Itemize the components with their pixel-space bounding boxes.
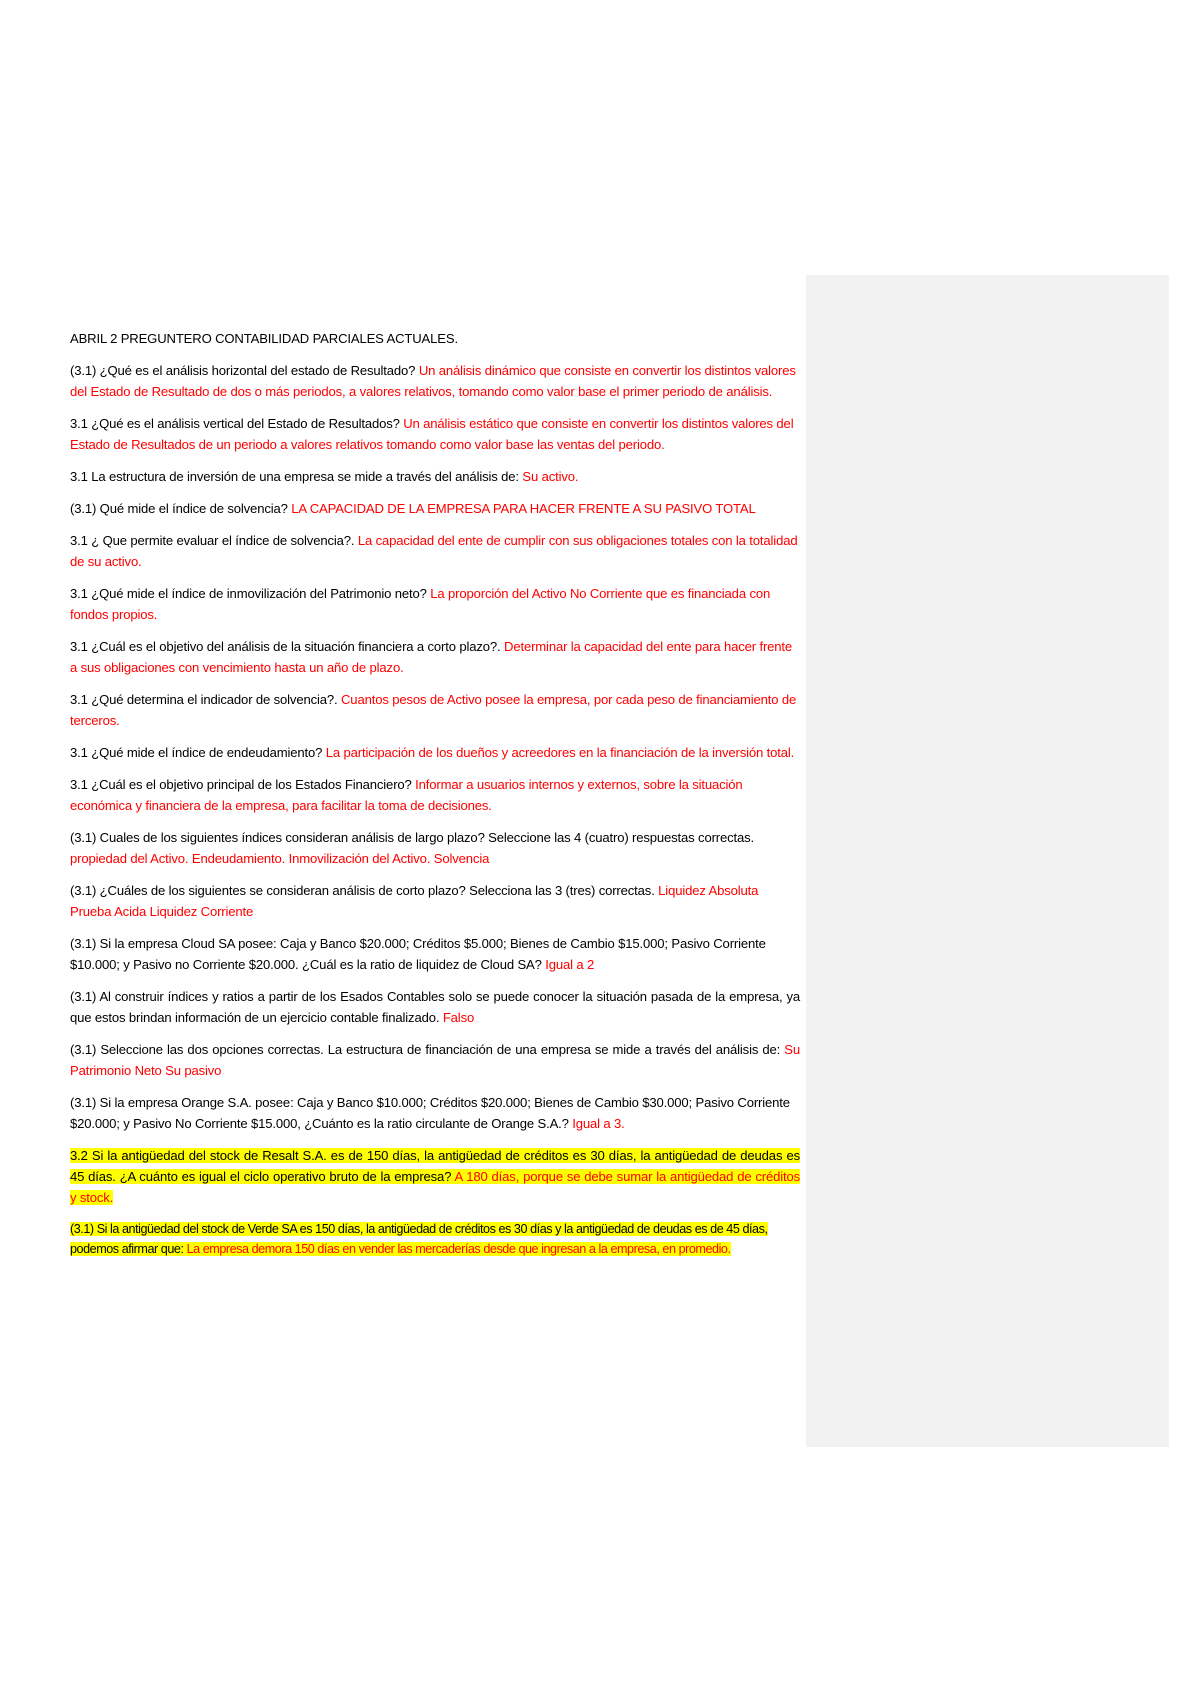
qa-item-18-highlighted <box>70 1219 800 1259</box>
qa-item-4 <box>70 498 800 519</box>
document-title: ABRIL 2 PREGUNTERO CONTABILIDAD PARCIALES ACTUALES. <box>70 331 458 346</box>
question-text: 3.1 ¿Qué determina el indicador de solvencia?. <box>70 692 341 707</box>
qa-item-9 <box>70 742 800 763</box>
question-text: (3.1) Si la antigüedad del stock de Verde SA es 150 días, la antigüedad de créditos es 30 días y la antigüedad de deudas es de 45 días, podemos afirmar que: <box>70 1222 768 1256</box>
answer-text: La participación de los dueños y acreedores en la financiación de la inversión total. <box>325 745 795 760</box>
qa-item-15 <box>70 1039 800 1081</box>
answer-text: Liquidez Absoluta Prueba Acida Liquidez Corriente <box>70 883 759 919</box>
question-text: 3.1 La estructura de inversión de una empresa se mide a través del análisis de: <box>70 469 523 484</box>
document-body <box>70 328 800 1270</box>
answer-text: Cuantos pesos de Activo posee la empresa, por cada peso de financiamiento de terceros. <box>70 692 797 728</box>
answer-text: La proporción del Activo No Corriente que es financiada con fondos propios. <box>70 586 771 622</box>
answer-text: Determinar la capacidad del ente para hacer frente a sus obligaciones con vencimiento hasta un año de plazo. <box>70 639 793 675</box>
answer-text: Igual a 2 <box>545 957 595 972</box>
qa-item-2 <box>70 413 800 455</box>
qa-item-10 <box>70 774 800 816</box>
qa-item-7 <box>70 636 800 678</box>
qa-item-12 <box>70 880 800 922</box>
qa-item-11 <box>70 827 800 869</box>
question-text: 3.1 ¿Cuál es el objetivo del análisis de la situación financiera a corto plazo?. <box>70 639 505 654</box>
qa-item-13 <box>70 933 800 975</box>
answer-text: LA CAPACIDAD DE LA EMPRESA PARA HACER FRENTE A SU PASIVO TOTAL <box>291 501 756 516</box>
qa-item-3 <box>70 466 800 487</box>
question-text: 3.1 ¿Qué es el análisis vertical del Estado de Resultados? <box>70 416 404 431</box>
question-text: (3.1) Cuales de los siguientes índices consideran análisis de largo plazo? Seleccione las 4 (cuatro) respuestas correctas. <box>70 830 755 845</box>
question-text: (3.1) Si la empresa Orange S.A. posee: Caja y Banco $10.000; Créditos $20.000; Bienes de Cambio $30.000; Pasivo Corriente $20.000; y Pasivo No Corriente $15.000, ¿Cuánto es la ratio circulante de Orange S.A.? <box>70 1095 790 1131</box>
qa-item-16 <box>70 1092 800 1134</box>
answer-text: La capacidad del ente de cumplir con sus obligaciones totales con la totalidad de su activo. <box>70 533 798 569</box>
question-text: (3.1) Seleccione las dos opciones correctas. La estructura de financiación de una empresa se mide a través del análisis de: <box>70 1042 785 1057</box>
qa-item-17-highlighted <box>70 1145 800 1208</box>
answer-text: Su Patrimonio Neto Su pasivo <box>70 1042 800 1078</box>
comment-margin-pane <box>806 275 1169 1447</box>
answer-text: Un análisis dinámico que consiste en convertir los distintos valores del Estado de Resultado de dos o más periodos, a valores relativos, tomando como valor base el primer periodo de análisis. <box>70 363 796 399</box>
answer-text: propiedad del Activo. Endeudamiento. Inmovilización del Activo. Solvencia <box>70 851 490 866</box>
qa-item-14 <box>70 986 800 1028</box>
qa-item-8 <box>70 689 800 731</box>
answer-text: Un análisis estático que consiste en convertir los distintos valores del Estado de Resultados de un periodo a valores relativos tomando como valor base las ventas del periodo. <box>70 416 794 452</box>
question-text: (3.1) ¿Cuáles de los siguientes se consideran análisis de corto plazo? Selecciona las 3 (tres) correctas. <box>70 883 659 898</box>
qa-item-5 <box>70 530 800 572</box>
question-text: (3.1) Qué mide el índice de solvencia? <box>70 501 292 516</box>
question-text: (3.1) Si la empresa Cloud SA posee: Caja y Banco $20.000; Créditos $5.000; Bienes de Cambio $15.000; Pasivo Corriente $10.000; y Pasivo no Corriente $20.000. ¿Cuál es la ratio de liquidez de Cloud SA? <box>70 936 766 972</box>
answer-text: Su activo. <box>522 469 579 484</box>
answer-text: Falso <box>442 1010 475 1025</box>
qa-item-6 <box>70 583 800 625</box>
question-text: 3.2 Si la antigüedad del stock de Resalt S.A. es de 150 días, la antigüedad de créditos es 30 días, la antigüedad de deudas es 45 días. ¿A cuánto es igual el ciclo operativo bruto de la empresa? <box>70 1148 800 1184</box>
answer-text: La empresa demora 150 días en vender las mercaderías desde que ingresan a la empresa, en promedio. <box>186 1242 731 1256</box>
question-text: (3.1) ¿Qué es el análisis horizontal del estado de Resultado? <box>70 363 419 378</box>
question-text: 3.1 ¿Qué mide el índice de endeudamiento? <box>70 745 326 760</box>
question-text: 3.1 ¿ Que permite evaluar el índice de solvencia?. <box>70 533 358 548</box>
question-text: 3.1 ¿Qué mide el índice de inmovilización del Patrimonio neto? <box>70 586 431 601</box>
answer-text: A 180 días, porque se debe sumar la antigüedad de créditos y stock. <box>70 1169 800 1205</box>
question-text: (3.1) Al construir índices y ratios a partir de los Esados Contables solo se puede conocer la situación pasada de la empresa, ya que estos brindan información de un ejercicio contable finalizado. <box>70 989 800 1025</box>
answer-text: Informar a usuarios internos y externos, sobre la situación económica y financiera de la empresa, para facilitar la toma de decisiones. <box>70 777 743 813</box>
question-text: 3.1 ¿Cuál es el objetivo principal de los Estados Financiero? <box>70 777 416 792</box>
qa-item-1 <box>70 360 800 402</box>
answer-text: Igual a 3. <box>572 1116 625 1131</box>
